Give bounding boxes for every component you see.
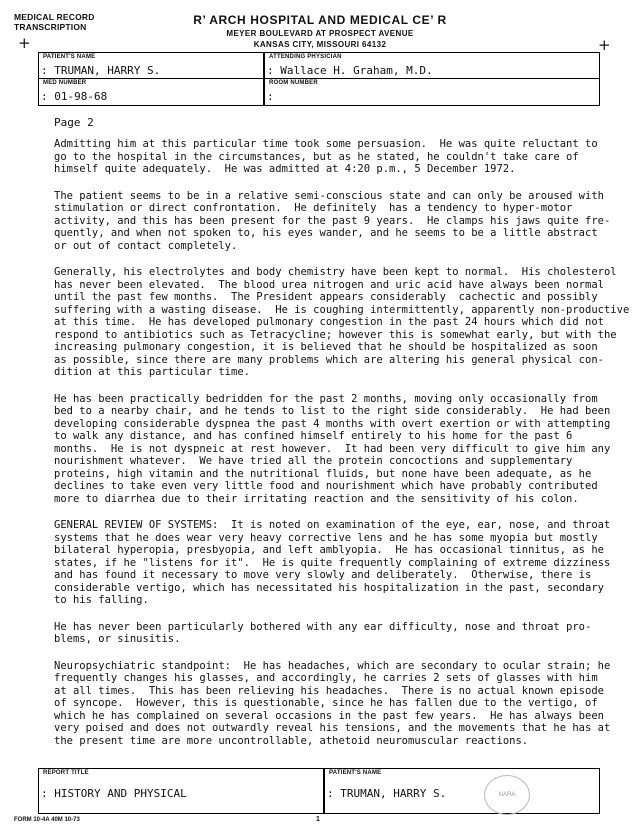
report-body bbox=[54, 138, 630, 761]
form-number: FORM 10-4A 40M 10-73 bbox=[14, 817, 80, 823]
paragraph-ent: He has never been particularly bothered with any ear difficulty, nose and throat pro- blems, or sinusitis. bbox=[54, 620, 592, 645]
record-type-line1: MEDICAL RECORD bbox=[14, 12, 95, 22]
med-number-label: MED NUMBER bbox=[43, 80, 87, 86]
paragraph-review-of-systems: GENERAL REVIEW OF SYSTEMS: It is noted on examination of the eye, ear, nose, and throat systems that he does wear very heavy corrective lens and he has some myopia but mostly bilateral hyperopia, presbyopia, and left amblyopia. He has occasional tinnitus, as he states, if he "listens for it". He is quite frequently complaining of extreme dizziness and has found it necessary to move very slowly and deliberately. Otherwise, there is considerable vertigo, which has necessitated his hospitalization in the past, secondary to his falling. bbox=[54, 519, 611, 606]
patient-name-value: : TRUMAN, HARRY S. bbox=[41, 64, 161, 77]
attending-physician-value: : Wallace H. Graham, M.D. bbox=[267, 64, 433, 77]
patient-info-box bbox=[38, 52, 600, 106]
paragraph-neuropsychiatric: Neuropsychiatric standpoint: He has headaches, which are secondary to ocular strain; he frequently changes his glasses, and accordingly, he carries 2 sets of glasses with him at all times. This has been relieving his headaches. There is no actual known episode of syncope. However, this is questionable, since he has fallen due to the vertigo, of which he has complained on several occasions in the past few years. He has always been very poised and does not outwardly reveal his tensions, and the movements that he has at the present time are more uncontrollable, athetoid neuromuscular reactions. bbox=[54, 659, 611, 747]
hospital-address-line1: MEYER BOULEVARD AT PROSPECT AVENUE bbox=[226, 29, 414, 38]
patient-name-label: PATIENT'S NAME bbox=[43, 54, 96, 60]
footer-patient-name-value: : TRUMAN, HARRY S. bbox=[327, 787, 447, 800]
record-type-line2: TRANSCRIPTION bbox=[14, 22, 87, 32]
paragraph-admission: Admitting him at this particular time took some persuasion. He was quite reluctant to go to the hospital in the circumstances, but as he stated, he couldn't take care of himself quite adequately. He was admitted at 4:20 p.m., 5 December 1972. bbox=[54, 138, 598, 175]
page-mark: 1 bbox=[316, 816, 320, 823]
registration-cross-icon: + bbox=[598, 36, 611, 54]
report-title-label: REPORT TITLE bbox=[43, 770, 89, 776]
paragraph-mental-state: The patient seems to be in a relative semi-conscious state and can only be aroused with stimulation or direct confrontation. He definitely has a tendency to hyper-motor activity, and this has been present for the past 9 years. He clamps his jaws quite fre- quently, and when not spoken to, his eyes wander, and he seems to be a little abstract or out of contact completely. bbox=[54, 189, 611, 252]
report-title-value: : HISTORY AND PHYSICAL bbox=[41, 787, 187, 800]
hospital-address-line2: KANSAS CITY, MISSOURI 64132 bbox=[253, 40, 387, 49]
room-number-value: : bbox=[267, 90, 274, 103]
med-number-value: : 01-98-68 bbox=[41, 90, 108, 103]
paragraph-mobility: He has been practically bedridden for the past 2 months, moving only occasionally from bed to a nearby chair, and he tends to list to the right side considerably. He had been developing considerable dyspnea the past 4 months with overt exertion or with attempting to walk any distance, and has confined himself entirely to his home for the past 6 months. He is not dyspneic at rest however. It had been very difficult to give him any nourishment whatever. We have tried all the protein concoctions and supplementary proteins, high vitamin and the nutritional fluids, but none have been adequate, as he declines to take even very little food and nourishment which have probably contributed more to diarrhea due to their irritating reaction and the sensitivity of his colon. bbox=[54, 392, 611, 505]
footer-patient-name-label: PATIENT'S NAME bbox=[329, 770, 382, 776]
attending-physician-label: ATTENDING PHYSICIAN bbox=[269, 54, 342, 60]
room-number-label: ROOM NUMBER bbox=[269, 80, 318, 86]
paragraph-chemistry: Generally, his electrolytes and body chemistry have been kept to normal. His cholesterol has never been elevated. The blood urea nitrogen and uric acid have always been normal until the past few months. The President appears considerably cachectic and possibly suffering with a wasting disease. He is coughing intermittently, apparently non-productive at this time. He has developed pulmonary congestion in the past 24 hours which did not respond to antibiotics such as Tetracycline; however this is somewhat early, but with the increasing pulmonary congestion, it is believed that he should be hospitalized as soon as possible, since there are many problems which are altering his general physical con- dition at this particular time. bbox=[54, 266, 630, 378]
page-number-label: Page 2 bbox=[54, 116, 94, 129]
hospital-name: R’ ARCH HOSPITAL AND MEDICAL CE’ R bbox=[193, 13, 447, 27]
archive-stamp: NARA bbox=[484, 775, 530, 815]
registration-cross-icon: + bbox=[18, 34, 31, 52]
